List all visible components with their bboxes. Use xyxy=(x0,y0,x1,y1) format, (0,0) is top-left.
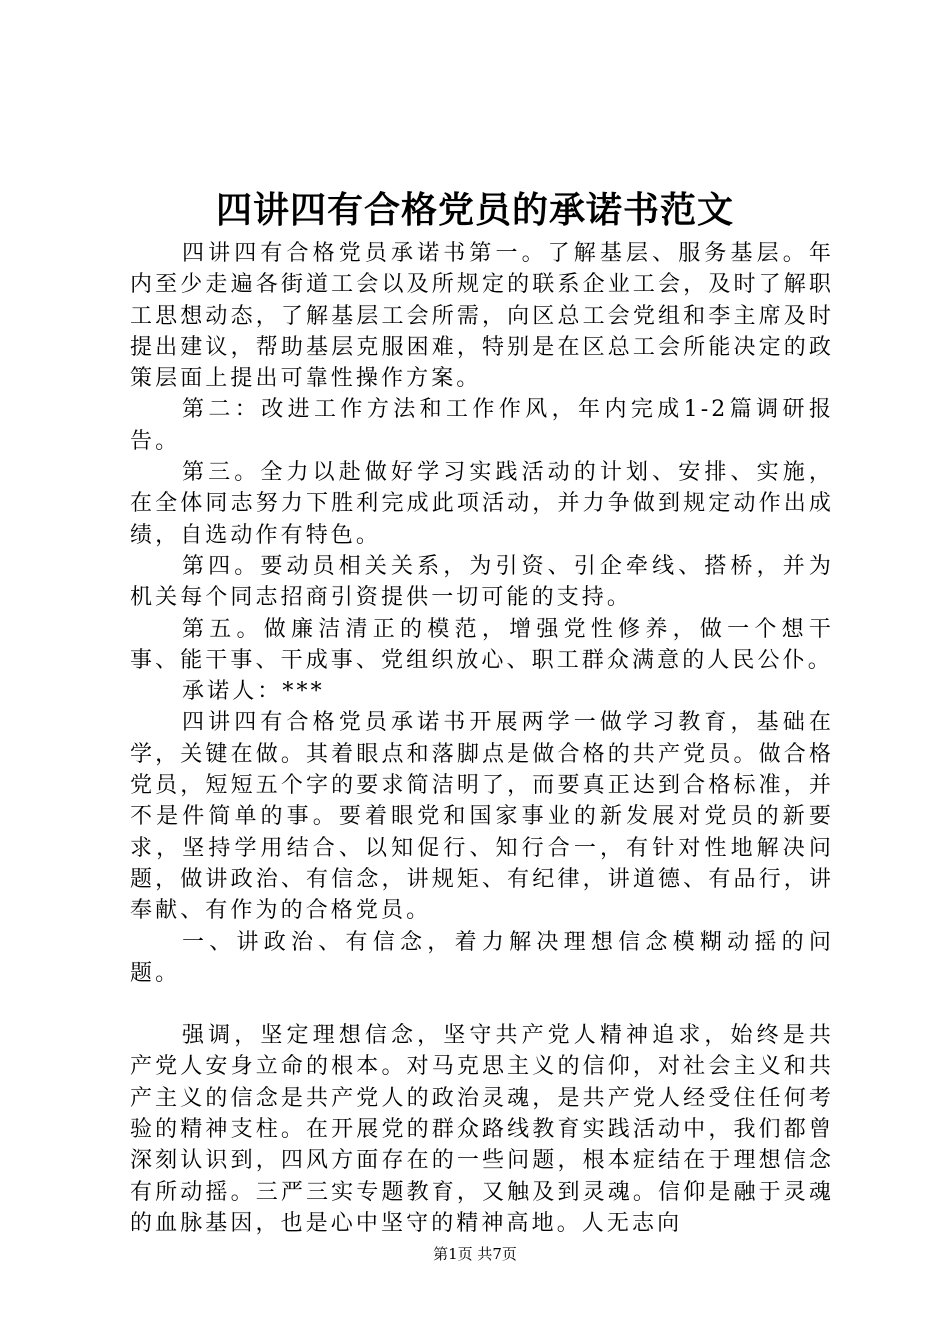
paragraph-commitment-first: 四讲四有合格党员承诺书第一。了解基层、服务基层。年内至少走遍各街道工会以及所规定的联系企业工会，及时了解职工思想动态，了解基层工会所需，向区总工会党组和李主席及时提出建议，帮助基层克服困难，特别是在区总工会所能决定的政策层面上提出可靠性操作方案。 xyxy=(130,241,834,392)
paragraph-commitment-third: 第三。全力以赴做好学习实践活动的计划、安排、实施，在全体同志努力下胜利完成此项活动，并力争做到规定动作出成绩，自选动作有特色。 xyxy=(130,460,834,548)
document-body xyxy=(130,238,834,1239)
paragraph-commitment-second: 第二：改进工作方法和工作作风，年内完成1-2篇调研报告。 xyxy=(130,397,834,454)
paragraph-commitment-fourth: 第四。要动员相关关系，为引资、引企牵线、搭桥，并为机关每个同志招商引资提供一切可能的支持。 xyxy=(130,553,834,611)
paragraph-signatory: 承诺人：*** xyxy=(182,679,325,705)
paragraph-two-studies: 四讲四有合格党员承诺书开展两学一做学习教育，基础在学，关键在做。其着眼点和落脚点是做合格的共产党员。做合格党员，短短五个字的要求简洁明了，而要真正达到合格标准，并不是件简单的事。要着眼党和国家事业的新发展对党员的新要求，坚持学用结合、以知促行、知行合一，有针对性地解决问题，做讲政治、有信念，讲规矩、有纪律，讲道德、有品行，讲奉献、有作为的合格党员。 xyxy=(130,710,834,924)
document-title: 四讲四有合格党员的承诺书范文 xyxy=(215,189,734,231)
section-heading-politics: 一、讲政治、有信念，着力解决理想信念模糊动摇的问题。 xyxy=(130,929,834,986)
paragraph-commitment-fifth: 第五。做廉洁清正的模范，增强党性修养，做一个想干事、能干事、干成事、党组织放心、职工群众满意的人民公仆。 xyxy=(130,616,834,673)
page-number-footer: 第1页 共7页 xyxy=(433,1245,517,1263)
paragraph-ideals: 强调，坚定理想信念，坚守共产党人精神追求，始终是共产党人安身立命的根本。对马克思主义的信仰，对社会主义和共产主义的信念是共产党人的政治灵魂，是共产党人经受住任何考验的精神支柱。在开展党的群众路线教育实践活动中，我们都曾深刻认识到，四风方面存在的一些问题，根本症结在于理想信念有所动摇。三严三实专题教育，又触及到灵魂。信仰是融于灵魂的血脉基因，也是心中坚守的精神高地。人无志向 xyxy=(130,1023,834,1236)
